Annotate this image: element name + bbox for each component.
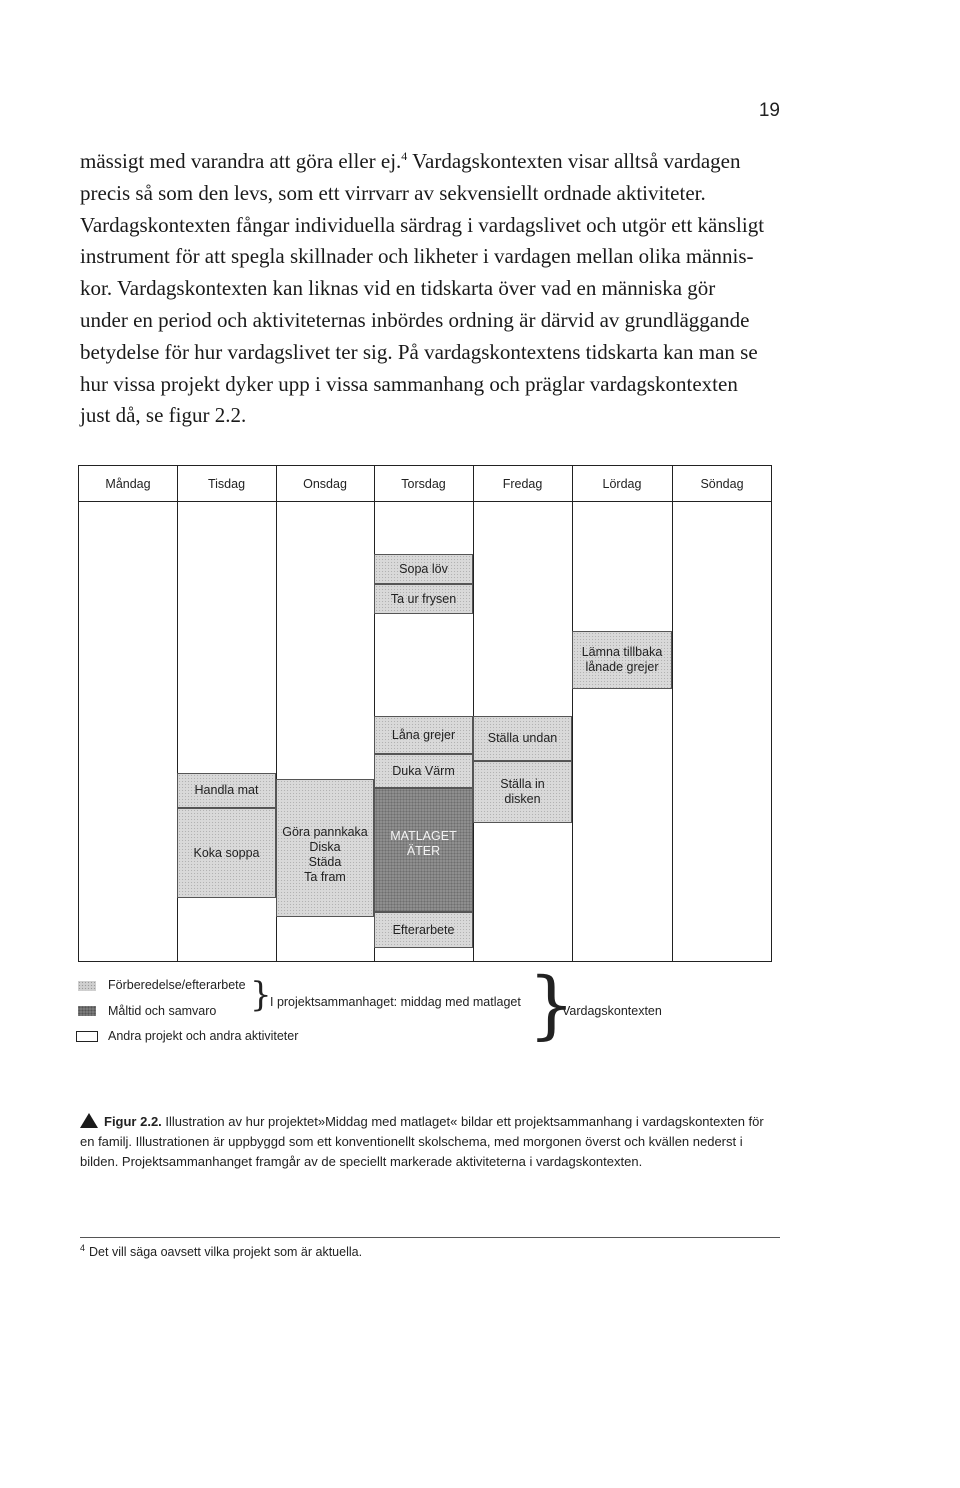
- body-line-text: mässigt med varandra att göra eller ej.: [80, 149, 402, 173]
- figure-caption: [80, 1112, 780, 1172]
- triangle-marker-icon: [80, 1113, 98, 1128]
- day-monday: Måndag: [105, 477, 151, 491]
- activity-stalla-undan: [473, 716, 572, 761]
- footnote-mark: 4: [80, 1243, 86, 1253]
- footnote-reference[interactable]: 4: [401, 149, 408, 163]
- activity-label: Ställa in: [500, 777, 545, 791]
- day-wednesday: Onsdag: [303, 477, 347, 491]
- activity-label: Efterarbete: [392, 922, 455, 937]
- body-line-text: Vardagskontexten visar alltså vardagen: [407, 149, 741, 173]
- activity-handla-mat: [177, 773, 276, 808]
- activity-label: Handla mat: [194, 783, 259, 797]
- column-divider: [672, 466, 673, 961]
- activity-label: Ställa undan: [487, 731, 558, 745]
- activity-gora-pannkaka: [276, 779, 374, 917]
- activity-label: Diska: [309, 840, 341, 854]
- body-line: precis så som den levs, som ett virrvarr av sekvensiellt ordnade aktiviteter.: [80, 180, 706, 205]
- body-line: just då, se figur 2.2.: [80, 403, 247, 428]
- body-line: instrument för att spegla skillnader och likheter i vardagen mellan olika männis-: [80, 244, 754, 269]
- weekly-schedule-figure: [78, 465, 772, 962]
- activity-label: Göra pannkaka: [282, 825, 368, 839]
- legend-prep-label: Förberedelse/efterarbete: [108, 978, 246, 992]
- footnote: [80, 1243, 780, 1259]
- body-line: Vardagskontexten fångar individuella särdrag i vardagslivet och utgör ett känsligt: [80, 212, 765, 237]
- activity-matlaget-ater: [374, 788, 473, 912]
- activity-label: Låna grejer: [391, 727, 456, 742]
- activity-label: Koka soppa: [193, 845, 260, 860]
- activity-label: Duka Värm: [392, 763, 455, 778]
- activity-ta-ur-frysen: [374, 584, 473, 614]
- activity-duka-varm: [374, 754, 473, 788]
- header-divider: [79, 501, 771, 502]
- activity-label: Ta fram: [304, 870, 346, 884]
- activity-label: Lämna tillbaka: [581, 645, 663, 659]
- caption-label: Figur 2.2.: [104, 1114, 162, 1129]
- activity-lamna-tillbaka: [572, 631, 672, 689]
- activity-label: lånade grejer: [585, 660, 659, 674]
- day-saturday: Lördag: [602, 477, 642, 491]
- legend-meal-label: Måltid och samvaro: [108, 1004, 217, 1018]
- page-number: 19: [758, 100, 780, 121]
- activity-label: Sopa löv: [399, 561, 448, 576]
- legend-brace-icon: }: [250, 975, 272, 1015]
- legend-other-swatch: [76, 1031, 98, 1042]
- activity-label: MATLAGET: [390, 829, 457, 843]
- day-tuesday: Tisdag: [207, 477, 246, 491]
- legend-prep-swatch: [78, 981, 96, 991]
- legend-project-label: I projektsammanhaget: middag med matlaget: [270, 995, 521, 1009]
- activity-sopa-lov: [374, 554, 473, 584]
- legend-context-label: Vardagskontexten: [562, 1004, 662, 1018]
- body-line: kor. Vardagskontexten kan liknas vid en tidskarta över vad en människa gör: [80, 276, 716, 301]
- column-divider: [572, 466, 573, 961]
- legend-other-label: Andra projekt och andra aktiviteter: [108, 1029, 299, 1043]
- activity-lana-grejer: [374, 716, 473, 754]
- day-friday: Fredag: [502, 477, 543, 491]
- activity-label: ÄTER: [406, 844, 441, 858]
- body-line: under en period och aktiviteternas inbördes ordning är därvid av grundläggande: [80, 307, 750, 332]
- caption-text: Illustration av hur projektet»Middag med matlaget« bildar ett projektsammanhang i vardagskontexten för en familj. Illustrationen är uppbyggd som ett konventionellt skolschema, med morgonen överst och kvällen nederst i bilden. Projektsammanhanget framgår av de speciellt markerade aktiviteterna i vardagskontexten.: [80, 1114, 764, 1169]
- footnote-divider: [80, 1237, 780, 1238]
- body-paragraph: [80, 146, 790, 432]
- footnote-text: Det vill säga oavsett vilka projekt som är aktuella.: [89, 1245, 363, 1260]
- day-sunday: Söndag: [700, 477, 744, 491]
- column-divider: [473, 466, 474, 961]
- activity-stalla-in-disken: [473, 761, 572, 823]
- day-thursday: Torsdag: [401, 477, 446, 491]
- legend-brace-large-icon: }: [528, 962, 576, 1048]
- body-line: hur vissa projekt dyker upp i vissa sammanhang och präglar vardagskontexten: [80, 371, 738, 396]
- body-line: betydelse för hur vardagslivet ter sig. På vardagskontextens tidskarta kan man se: [80, 339, 758, 364]
- activity-efterarbete: [374, 912, 473, 948]
- legend-meal-swatch: [78, 1006, 96, 1016]
- activity-label: Städa: [308, 855, 342, 869]
- activity-label: disken: [504, 792, 541, 806]
- activity-koka-soppa: [177, 808, 276, 898]
- body-line: [80, 146, 790, 178]
- activity-label: Ta ur frysen: [390, 591, 457, 606]
